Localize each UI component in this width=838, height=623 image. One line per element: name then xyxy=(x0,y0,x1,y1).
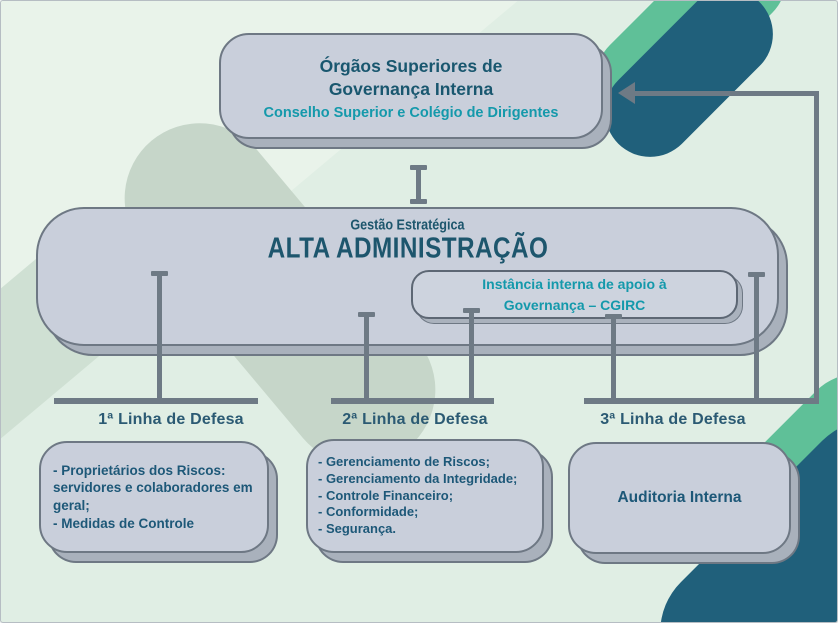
defense2-item-5: - Segurança. xyxy=(318,521,397,537)
connector-bottom-cap xyxy=(410,199,427,204)
bar-defense-1 xyxy=(54,398,258,404)
gestao-estrategica-label: Gestão Estratégica xyxy=(350,215,465,233)
cgirc-line2: Governança – CGIRC xyxy=(503,296,646,313)
defense2-item-4: - Conformidade; xyxy=(318,504,419,520)
superior-organs-title-line2: Governança Interna xyxy=(328,79,494,99)
defense1-item-2: - Medidas de Controle xyxy=(53,515,195,531)
feedback-arrowhead-icon xyxy=(618,82,635,104)
pin2-stem xyxy=(364,314,369,403)
defense-label-1: 1ª Linha de Defesa xyxy=(98,411,244,428)
pin4-stem xyxy=(611,316,616,403)
connector-top-stem xyxy=(416,167,421,203)
defense-box-3 xyxy=(568,442,791,554)
defense2-item-3: - Controle Financeiro; xyxy=(318,487,454,503)
superior-organs-box xyxy=(219,33,603,139)
pin1-stem xyxy=(157,273,162,403)
defense-label-3: 3ª Linha de Defesa xyxy=(600,411,746,428)
bar-defense-2 xyxy=(331,398,494,404)
defense2-item-2: - Gerenciamento da Integridade; xyxy=(318,470,518,486)
defense-box-2 xyxy=(306,439,544,553)
alta-administracao-title: ALTA ADMINISTRAÇÃO xyxy=(267,232,548,264)
feedback-line-horizontal xyxy=(634,91,819,96)
superior-organs-subtitle: Conselho Superior e Colégio de Dirigentes xyxy=(263,105,559,122)
cgirc-line1: Instância interna de apoio à xyxy=(482,276,667,293)
defense1-item-1: - Proprietários dos Riscos: servidores e colaboradores em geral; xyxy=(53,462,253,513)
superior-organs-title-line1: Órgãos Superiores de xyxy=(319,55,503,76)
pin5-stem xyxy=(754,274,759,403)
cgirc-support-box xyxy=(411,270,738,319)
pin3-stem xyxy=(469,310,474,403)
defense2-item-1: - Gerenciamento de Riscos; xyxy=(318,453,490,469)
feedback-line-vertical xyxy=(814,91,819,404)
auditoria-interna-label: Auditoria Interna xyxy=(617,489,742,506)
defense-box-1 xyxy=(39,441,269,553)
bar-defense-3 xyxy=(584,398,819,404)
defense-label-2: 2ª Linha de Defesa xyxy=(342,411,488,428)
